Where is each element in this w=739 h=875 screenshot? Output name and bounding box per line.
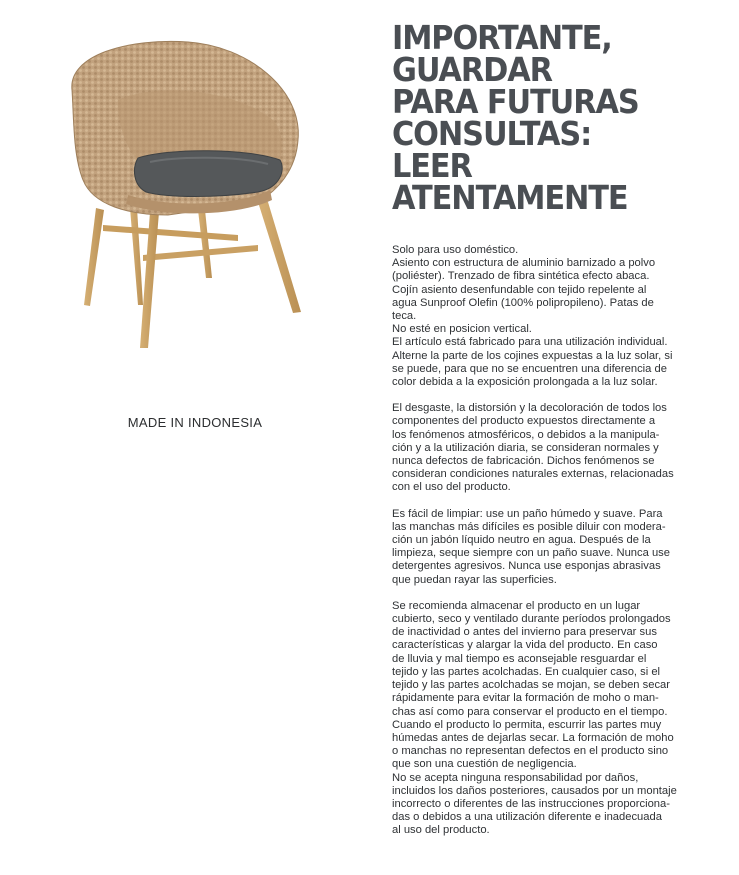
title-line: GUARDAR: [392, 50, 552, 89]
text-line: que son una cuestión de negligencia.: [392, 758, 577, 771]
made-in-label: MADE IN INDONESIA: [127, 415, 263, 430]
text-line: o manchas no representan defectos en el producto sino: [392, 745, 669, 758]
text-line: húmedas antes de dejarlas secar. La formación de moho: [392, 731, 674, 744]
text-line: El desgaste, la distorsión y la decoloración de todos los: [392, 402, 667, 415]
text-line: Cojín asiento desenfundable con tejido repelente al: [392, 283, 647, 296]
instructions-paragraph: [392, 508, 722, 587]
title-line: LEER: [392, 146, 472, 185]
text-line: (poliéster). Trenzado de fibra sintética efecto abaca.: [392, 270, 650, 283]
text-line: Se recomienda almacenar el producto en un lugar: [392, 599, 641, 612]
text-line: das o debidos a una utilización diferente e inadecuada: [392, 811, 662, 824]
text-line: de lluvia y mal tiempo es aconsejable resguardar el: [392, 652, 647, 665]
text-line: detergentes agresivos. Nunca use esponjas abrasivas: [392, 560, 661, 573]
instructions-paragraph: [392, 244, 722, 389]
chair-image: [58, 30, 308, 360]
instructions-paragraph: [392, 402, 722, 494]
text-line: nunca defectos de fabricación. Dichos fenómenos se: [392, 455, 655, 468]
instructions-paragraph: [392, 600, 722, 838]
text-line: rápidamente para evitar la formación de moho o man-: [392, 692, 659, 705]
instructions-text: [392, 244, 722, 851]
text-line: Es fácil de limpiar: use un paño húmedo y suave. Para: [392, 507, 663, 520]
text-line: Solo para uso doméstico.: [392, 244, 519, 256]
text-line: tejido y las partes acolchadas. En cualquier caso, si el: [392, 665, 661, 678]
text-line: Asiento con estructura de aluminio barnizado a polvo: [392, 257, 656, 270]
text-line: características y alargar la vida del producto. En caso: [392, 639, 658, 652]
text-line: las manchas más difíciles es posible diluir con modera-: [392, 520, 666, 533]
text-line: se puede, para que no se encuentren una diferencia de: [392, 362, 667, 375]
text-line: componentes del producto expuestos directamente a: [392, 415, 656, 428]
title-line: ATENTAMENTE: [392, 178, 628, 217]
text-line: El artículo está fabricado para una utilización individual.: [392, 336, 668, 349]
text-line: limpieza, seque siempre con un paño suave. Nunca use: [392, 547, 670, 560]
title-line: PARA FUTURAS: [392, 82, 639, 121]
text-line: chas así como para conservar el producto en el tiempo.: [392, 705, 668, 718]
text-line: con el uso del producto.: [392, 481, 511, 494]
text-line: al uso del producto.: [392, 824, 490, 837]
text-line: No esté en posicion vertical.: [392, 323, 532, 336]
text-line: consideran condiciones naturales externas, relacionadas: [392, 468, 674, 481]
title-line: IMPORTANTE,: [392, 18, 612, 57]
text-line: agua Sunproof Olefin (100% polipropileno). Patas de: [392, 296, 654, 309]
title-line: CONSULTAS:: [392, 114, 592, 153]
text-line: ción un jabón líquido neutro en agua. Después de la: [392, 534, 651, 547]
text-line: Alterne la parte de los cojines expuestas a la luz solar, si: [392, 349, 673, 362]
text-line: que puedan rayar las superficies.: [392, 573, 557, 586]
text-line: Cuando el producto lo permita, escurrir las partes muy: [392, 718, 662, 731]
text-line: incluidos los daños posteriores, causados por un montaje: [392, 784, 677, 797]
text-line: teca.: [392, 310, 417, 323]
text-line: de inactividad o antes del invierno para preservar sus: [392, 626, 657, 639]
text-line: cubierto, seco y ventilado durante períodos prolongados: [392, 613, 671, 626]
page-title: [392, 18, 696, 217]
text-line: los fenómenos atmosféricos, o debidos a la manipula-: [392, 428, 660, 441]
text-line: color debida a la exposición prolongada a la luz solar.: [392, 376, 658, 389]
text-line: incorrecto o diferentes de las instrucciones proporciona-: [392, 797, 670, 810]
text-line: tejido y las partes acolchadas se mojan, se deben secar: [392, 679, 670, 692]
text-line: No se acepta ninguna responsabilidad por daños,: [392, 771, 639, 784]
text-line: ción y a la utilización diaria, se consideran normales y: [392, 441, 659, 454]
